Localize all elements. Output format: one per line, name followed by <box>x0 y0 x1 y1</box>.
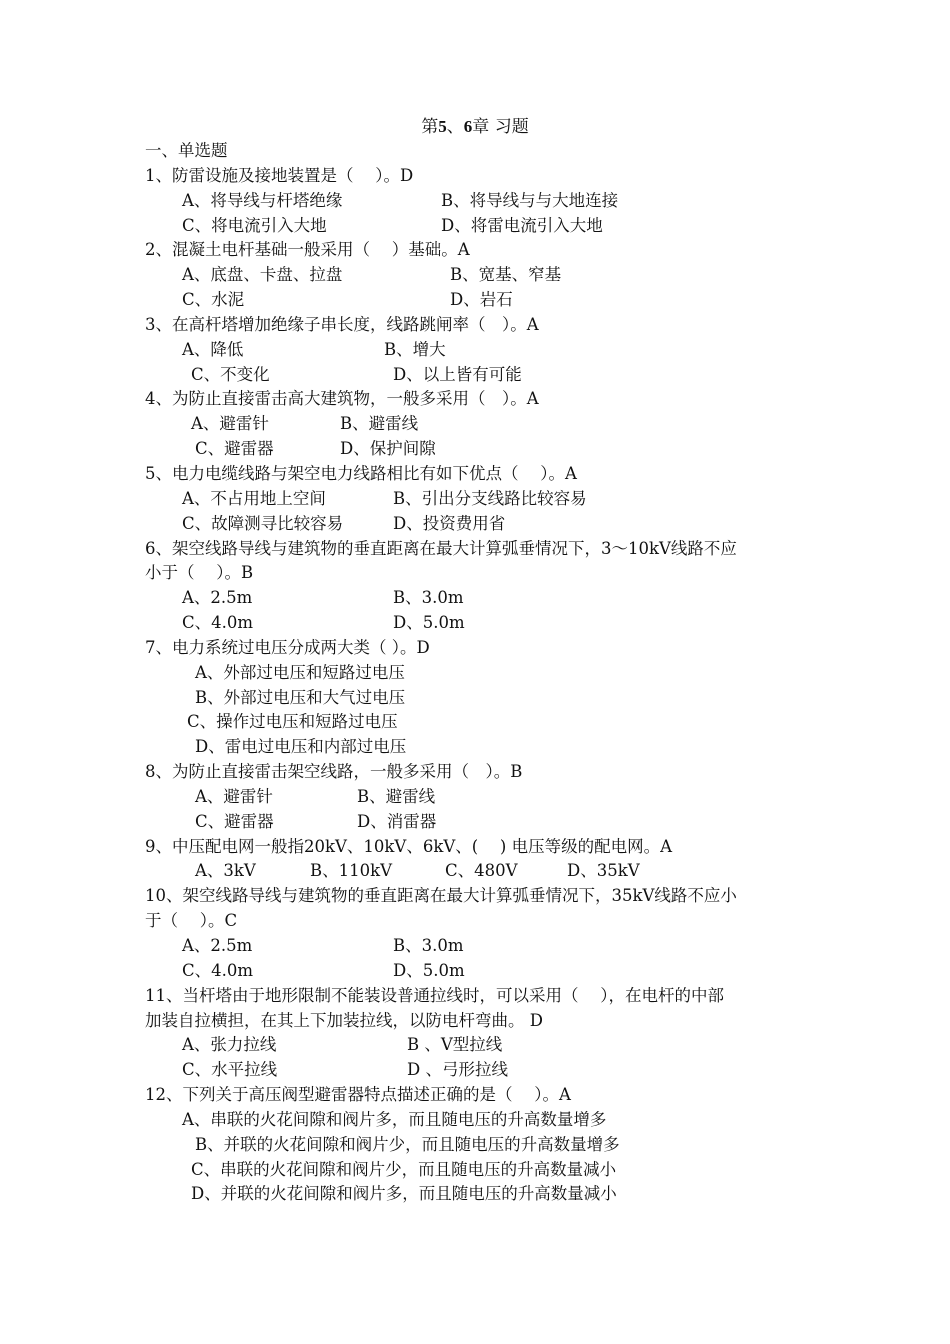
option-a: A、将导线与杆塔绝缘 <box>182 190 343 210</box>
option-c: C、水泥 <box>182 290 245 310</box>
question-5-stem: 5、电力电缆线路与架空电力线路相比有如下优点（ ）。A <box>145 463 577 483</box>
question-11-options-cd <box>145 1058 815 1083</box>
title-num2: 6 <box>463 117 473 136</box>
option-c: C、水平拉线 <box>182 1060 278 1080</box>
option-b: B、引出分支线路比较容易 <box>393 488 587 508</box>
option-b: B、110kV <box>310 861 393 881</box>
option-a: A、避雷针 <box>191 414 269 434</box>
option-a: A、避雷针 <box>195 786 273 806</box>
question-10-stem-line2: 于（ ）。C <box>145 911 238 931</box>
question-8-stem: 8、为防止直接雷击架空线路，一般多采用（ ）。B <box>145 762 523 782</box>
question-7-option-c <box>145 710 815 735</box>
question-4-stem: 4、为防止直接雷击高大建筑物，一般多采用（ ）。A <box>145 389 539 409</box>
question-3-stem: 3、在高杆塔增加绝缘子串长度，线路跳闸率（ ）。A <box>145 314 539 334</box>
question-12-option-a <box>145 1108 815 1133</box>
option-c: C、避雷器 <box>195 811 274 831</box>
title-prefix: 第 <box>421 117 439 137</box>
question-6-options-cd <box>145 611 815 636</box>
option-a: A、不占用地上空间 <box>182 488 326 508</box>
option-b: B、将导线与与大地连接 <box>441 190 619 210</box>
question-8-options-cd <box>145 810 815 835</box>
option-d: D、并联的火花间隙和阀片多，而且随电压的升高数量减小 <box>191 1184 617 1204</box>
option-b: B、3.0m <box>393 588 464 608</box>
option-b: B、避雷线 <box>340 414 419 434</box>
option-d: D 、弓形拉线 <box>407 1060 508 1080</box>
option-c: C、故障测寻比较容易 <box>182 513 344 533</box>
question-5-options-ab <box>145 487 815 512</box>
question-2-stem: 2、混凝土电杆基础一般采用（ ）基础。A <box>145 240 470 260</box>
question-12-option-c <box>145 1158 815 1183</box>
question-10-stem-line1: 10、架空线路导线与建筑物的垂直距离在最大计算弧垂情况下，35kV线路不应小 <box>145 886 737 906</box>
question-12-option-d <box>145 1182 815 1207</box>
title-num1: 5 <box>438 117 447 136</box>
question-6-stem-line1: 6、架空线路导线与建筑物的垂直距离在最大计算弧垂情况下，3～10kV线路不应 <box>145 538 737 558</box>
question-4-options-cd <box>145 437 815 462</box>
option-c: C、串联的火花间隙和阀片少，而且随电压的升高数量减小 <box>191 1159 617 1179</box>
question-6-options-ab <box>145 586 815 611</box>
option-a: A、外部过电压和短路过电压 <box>195 662 405 682</box>
question-7-option-a <box>145 661 815 686</box>
question-10-options-cd <box>145 959 815 984</box>
page-title <box>0 116 950 138</box>
option-d: D、5.0m <box>393 613 465 633</box>
question-8-options-ab <box>145 785 815 810</box>
question-11-stem-line1: 11、当杆塔由于地形限制不能装设普通拉线时，可以采用（ ），在电杆的中部 <box>145 985 724 1005</box>
option-c: C、将电流引入大地 <box>182 215 327 235</box>
option-a: A、串联的火花间隙和阀片多，而且随电压的升高数量增多 <box>182 1109 607 1129</box>
question-9-stem: 9、中压配电网一般指20kV、10kV、6kV、( ) 电压等级的配电网。A <box>145 836 673 856</box>
question-3-options-cd <box>145 363 815 388</box>
option-b: B、外部过电压和大气过电压 <box>195 687 406 707</box>
option-b: B、宽基、窄基 <box>450 265 562 285</box>
option-c: C、480V <box>445 861 518 881</box>
option-c: C、4.0m <box>182 613 254 633</box>
option-d: D、投资费用省 <box>393 513 506 533</box>
option-c: C、4.0m <box>182 960 254 980</box>
option-c: C、避雷器 <box>195 439 274 459</box>
section-heading: 一、单选题 <box>145 141 228 160</box>
question-12-stem: 12、下列关于高压阀型避雷器特点描述正确的是（ ）。A <box>145 1085 571 1105</box>
question-1-options-ab <box>145 189 815 214</box>
question-11-options-ab <box>145 1033 815 1058</box>
option-a: A、2.5m <box>182 588 253 608</box>
question-6-stem-line2: 小于（ ）。B <box>145 563 254 583</box>
option-d: D、岩石 <box>450 290 513 310</box>
question-10-options-ab <box>145 934 815 959</box>
question-9-options <box>145 859 815 884</box>
option-d: D、将雷电流引入大地 <box>441 215 603 235</box>
question-1-stem: 1、防雷设施及接地装置是（ ）。D <box>145 165 414 185</box>
option-d: D、35kV <box>567 861 640 881</box>
question-11-stem-line2: 加装自拉横担，在其上下加装拉线，以防电杆弯曲。 D <box>145 1010 543 1030</box>
question-3-options-ab <box>145 338 815 363</box>
question-7-stem: 7、电力系统过电压分成两大类（ ）。D <box>145 637 430 657</box>
option-d: D、保护间隙 <box>340 439 436 459</box>
question-2-options-ab <box>145 263 815 288</box>
option-d: D、消雷器 <box>357 811 437 831</box>
option-b: B、避雷线 <box>357 786 436 806</box>
title-suffix: 章 习题 <box>472 117 529 137</box>
option-a: A、张力拉线 <box>182 1035 277 1055</box>
option-c: C、操作过电压和短路过电压 <box>187 712 398 732</box>
question-list <box>145 139 815 1207</box>
option-d: D、5.0m <box>393 960 465 980</box>
question-1-options-cd <box>145 214 815 239</box>
option-c: C、不变化 <box>191 364 270 384</box>
question-12-option-b <box>145 1133 815 1158</box>
question-7-option-d <box>145 735 815 760</box>
question-4-options-ab <box>145 412 815 437</box>
option-d: D、以上皆有可能 <box>393 364 522 384</box>
option-d: D、雷电过电压和内部过电压 <box>195 737 407 757</box>
option-b: B、增大 <box>384 339 446 359</box>
option-a: A、降低 <box>182 339 244 359</box>
question-2-options-cd <box>145 288 815 313</box>
option-a: A、3kV <box>195 861 256 881</box>
option-b: B、并联的火花间隙和阀片少，而且随电压的升高数量增多 <box>195 1134 620 1154</box>
question-5-options-cd <box>145 512 815 537</box>
option-a: A、2.5m <box>182 936 253 955</box>
title-sep: 、 <box>446 117 464 137</box>
question-7-option-b <box>145 686 815 711</box>
option-b: B 、V型拉线 <box>407 1035 503 1055</box>
option-a: A、底盘、卡盘、拉盘 <box>182 265 343 285</box>
option-b: B、3.0m <box>393 936 464 955</box>
